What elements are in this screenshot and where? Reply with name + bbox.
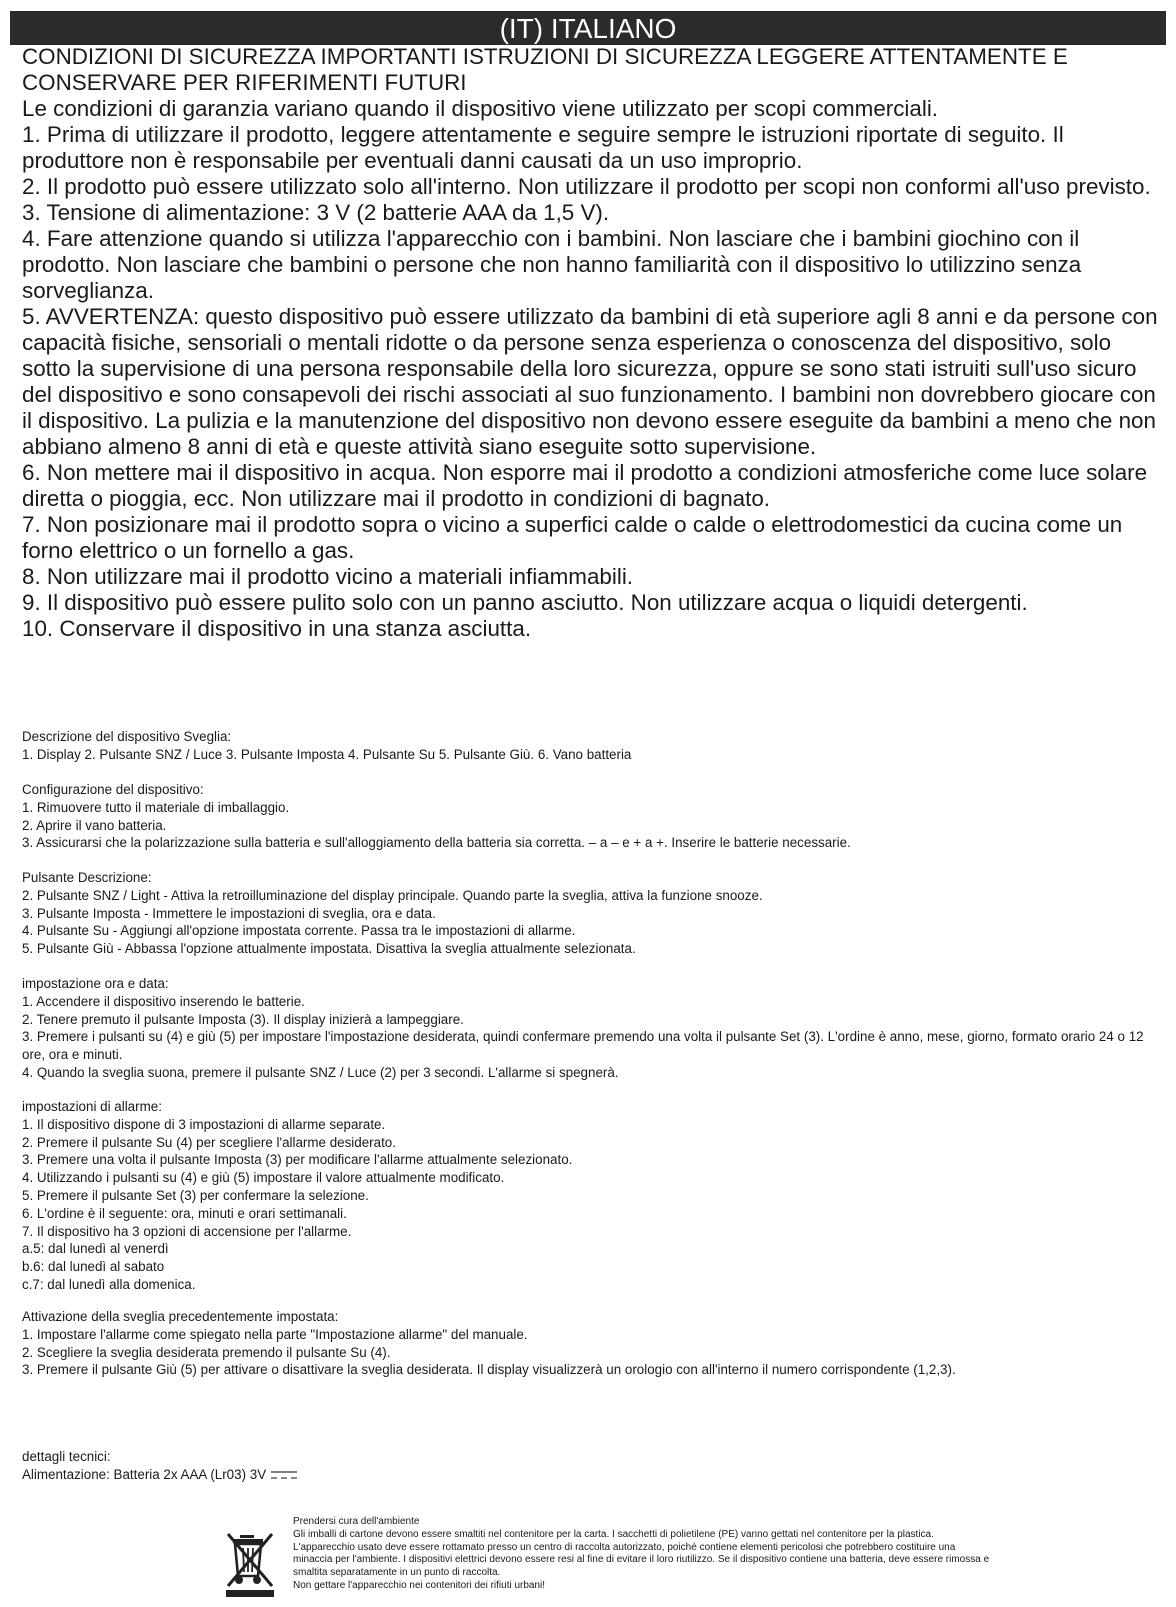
list-item: 2. Aprire il vano batteria.	[22, 817, 167, 833]
list-item: 4. Utilizzando i pulsanti su (4) e giù (5) impostare il valore attualmente modificato.	[22, 1170, 505, 1186]
warranty-note: Le condizioni di garanzia variano quando il dispositivo viene utilizzato per scopi commerciali.	[22, 96, 939, 121]
environment-notice	[293, 1516, 993, 1593]
list-item: 3. Assicurarsi che la polarizzazione sulla batteria e sull'alloggiamento della batteria sia corretta. – a – e + a +. Inserire le batterie necessarie.	[22, 835, 851, 851]
power-line	[22, 1466, 1162, 1484]
safety-section	[22, 44, 1162, 642]
list-item: 3. Pulsante Imposta - Immettere le impostazioni di sveglia, ora e data.	[22, 905, 436, 921]
safety-item: 4. Fare attenzione quando si utilizza l'apparecchio con i bambini. Non lasciare che i bambini giochino con il prodotto. Non lasciare che bambini o persone che non hanno familiarità con il dispositivo lo utilizzino senza sorveglianza.	[22, 226, 1082, 303]
section-title: Pulsante Descrizione:	[22, 870, 152, 885]
environment-body: Gli imballi di cartone devono essere smaltiti nel contenitore per la carta. I sacchetti di polietilene (PE) vanno gettati nel contenitore per la plastica. L'apparecchio usato deve essere rottamato presso un centro di raccolta autorizzato, poiché contiene elementi pericolosi che potrebbero costituire una minaccia per l'ambiente. I dispositivi elettrici devono essere resi al fine di evitare il loro riutilizzo. Se il dispositivo contiene una batteria, deve essere rimossa e smaltita separatamente in un punto di raccolta.	[293, 1528, 990, 1579]
weee-crossed-bin-icon	[224, 1530, 278, 1598]
button-description-section	[22, 869, 1162, 958]
section-title: Descrizione del dispositivo Sveglia:	[22, 729, 232, 744]
list-item: 3. Premere i pulsanti su (4) e giù (5) per impostare l'impostazione desiderata, quindi confermare premendo una volta il pulsante Set (3). L'ordine è anno, mese, giorno, formato orario 24 o 12 ore, ora e minuti.	[22, 1029, 1144, 1063]
power-spec: Alimentazione: Batteria 2x AAA (Lr03) 3V	[22, 1466, 267, 1482]
safety-item: 9. Il dispositivo può essere pulito solo con un panno asciutto. Non utilizzare acqua o liquidi detergenti.	[22, 590, 1028, 615]
safety-item: 2. Il prodotto può essere utilizzato solo all'interno. Non utilizzare il prodotto per scopi non conformi all'uso previsto.	[22, 174, 1151, 199]
section-title: Configurazione del dispositivo:	[22, 782, 204, 797]
alarm-activation-section	[22, 1308, 1162, 1379]
environment-title: Prendersi cura dell'ambiente	[293, 1516, 420, 1527]
section-title: Attivazione della sveglia precedentemente impostata:	[22, 1309, 339, 1324]
list-item: 2. Scegliere la sveglia desiderata premendo il pulsante Su (4).	[22, 1344, 391, 1360]
dc-current-icon	[270, 1470, 298, 1480]
list-item: 1. Impostare l'allarme come spiegato nella parte "Impostazione allarme" del manuale.	[22, 1326, 528, 1342]
list-item: 6. L'ordine è il seguente: ora, minuti e orari settimanali.	[22, 1205, 347, 1221]
list-item: 1. Rimuovere tutto il materiale di imballaggio.	[22, 799, 290, 815]
list-item: 3. Premere una volta il pulsante Imposta (3) per modificare l'allarme attualmente selezionato.	[22, 1152, 573, 1168]
section-title: dettagli tecnici:	[22, 1449, 111, 1464]
section-title: impostazioni di allarme:	[22, 1099, 162, 1114]
list-item: a.5: dal lunedì al venerdì	[22, 1241, 169, 1257]
environment-warning: Non gettare l'apparecchio nei contenitori dei rifiuti urbani!	[293, 1579, 546, 1591]
language-header	[10, 11, 1166, 45]
safety-item: 1. Prima di utilizzare il prodotto, leggere attentamente e seguire sempre le istruzioni riportate di seguito. Il produttore non è responsabile per eventuali danni causati da un uso improprio.	[22, 122, 1064, 173]
list-item: 4. Quando la sveglia suona, premere il pulsante SNZ / Luce (2) per 3 secondi. L'allarme si spegnerà.	[22, 1064, 619, 1080]
section-title: impostazione ora e data:	[22, 976, 169, 991]
list-item: 2. Premere il pulsante Su (4) per scegliere l'allarme desiderato.	[22, 1134, 396, 1150]
device-description-section	[22, 728, 1162, 764]
list-item: c.7: dal lunedì alla domenica.	[22, 1276, 196, 1292]
safety-item: 8. Non utilizzare mai il prodotto vicino a materiali infiammabili.	[22, 564, 634, 589]
safety-item: 5. AVVERTENZA: questo dispositivo può essere utilizzato da bambini di età superiore agli 8 anni e da persone con capacità fisiche, sensoriali o mentali ridotte o da persone senza esperienza o conoscenza del dispositivo, solo sotto la supervisione di una persona responsabile della loro sicurezza, oppure se sono stati istruiti sull'uso sicuro del dispositivo e sono consapevoli dei rischi associati al suo funzionamento. I bambini non dovrebbero giocare con il dispositivo. La pulizia e la manutenzione del dispositivo non devono essere eseguite da bambini a meno che non abbiano almeno 8 anni di età e queste attività siano eseguite sotto supervisione.	[22, 304, 1158, 459]
safety-item: 3. Tensione di alimentazione: 3 V (2 batterie AAA da 1,5 V).	[22, 200, 610, 225]
safety-item: 10. Conservare il dispositivo in una stanza asciutta.	[22, 616, 532, 641]
list-item: 7. Il dispositivo ha 3 opzioni di accensione per l'allarme.	[22, 1223, 352, 1239]
list-item: 2. Pulsante SNZ / Light - Attiva la retroilluminazione del display principale. Quando parte la sveglia, attiva la funzione snooze.	[22, 887, 763, 903]
technical-details-section	[22, 1448, 1162, 1484]
safety-item: 7. Non posizionare mai il prodotto sopra o vicino a superfici calde o calde o elettrodomestici da cucina come un forno elettrico o un fornello a gas.	[22, 512, 1123, 563]
list-item: 4. Pulsante Su - Aggiungi all'opzione impostata corrente. Passa tra le impostazioni di allarme.	[22, 923, 576, 939]
list-item: 3. Premere il pulsante Giù (5) per attivare o disattivare la sveglia desiderata. Il display visualizzerà un orologio con all'interno il numero corrispondente (1,2,3).	[22, 1362, 956, 1378]
list-item: 1. Display 2. Pulsante SNZ / Luce 3. Pulsante Imposta 4. Pulsante Su 5. Pulsante Giù. 6. Vano batteria	[22, 746, 632, 762]
configuration-section	[22, 781, 1162, 852]
list-item: 5. Pulsante Giù - Abbassa l'opzione attualmente impostata. Disattiva la sveglia attualmente selezionata.	[22, 941, 636, 957]
language-title: (IT) ITALIANO	[499, 13, 677, 44]
time-date-section	[22, 975, 1162, 1082]
safety-heading: CONDIZIONI DI SICUREZZA IMPORTANTI ISTRUZIONI DI SICUREZZA LEGGERE ATTENTAMENTE E CONSERVARE PER RIFERIMENTI FUTURI	[22, 44, 1068, 95]
list-item: b.6: dal lunedì al sabato	[22, 1259, 165, 1275]
list-item: 1. Il dispositivo dispone di 3 impostazioni di allarme separate.	[22, 1116, 386, 1132]
list-item: 5. Premere il pulsante Set (3) per confermare la selezione.	[22, 1187, 369, 1203]
alarm-settings-section	[22, 1098, 1162, 1294]
safety-item: 6. Non mettere mai il dispositivo in acqua. Non esporre mai il prodotto a condizioni atmosferiche come luce solare diretta o pioggia, ecc. Non utilizzare mai il prodotto in condizioni di bagnato.	[22, 460, 1148, 511]
list-item: 2. Tenere premuto il pulsante Imposta (3). Il display inizierà a lampeggiare.	[22, 1011, 464, 1027]
list-item: 1. Accendere il dispositivo inserendo le batterie.	[22, 993, 305, 1009]
